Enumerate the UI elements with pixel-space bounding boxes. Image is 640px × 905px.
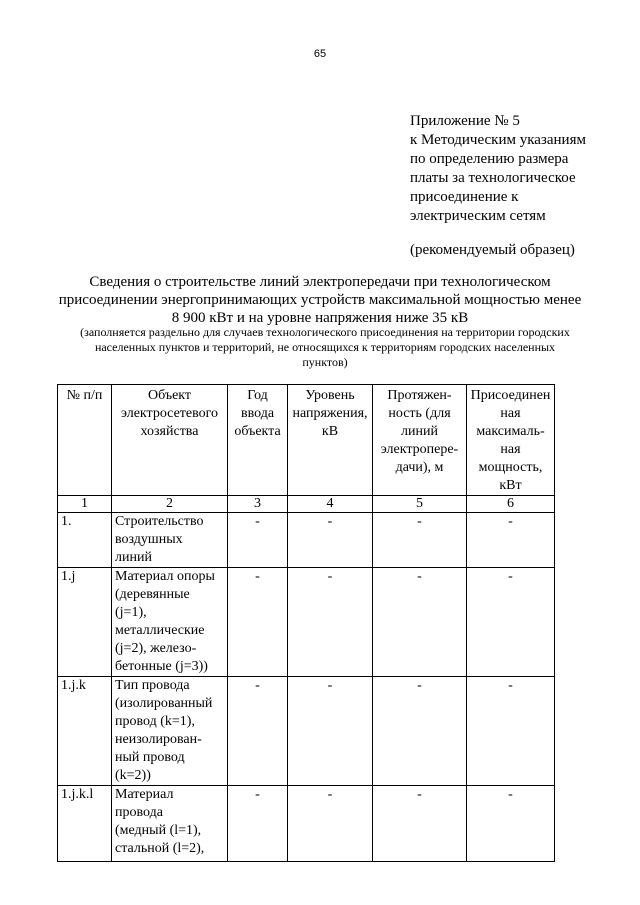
object-line: (медный (l=1),	[115, 823, 202, 838]
title-line: присоединении энергопринимающих устройств максимальной мощностью менее	[58, 292, 582, 308]
sample-label: (рекомендуемый образец)	[410, 242, 575, 258]
header-text: мощность,	[478, 460, 543, 475]
length-cell: -	[373, 677, 467, 786]
column-number: 6	[467, 496, 555, 513]
column-number: 2	[112, 496, 228, 513]
header-text: электросетевого	[120, 406, 219, 421]
header-text: ная	[500, 442, 521, 457]
header-text: Протяжен-	[387, 388, 452, 403]
year-cell: -	[228, 513, 288, 568]
header-text: электропере-	[380, 442, 459, 457]
voltage-cell: -	[288, 513, 373, 568]
header-text: максималь-	[476, 424, 545, 439]
header-text: № п/п	[66, 388, 103, 403]
object-line: бетонные (j=3))	[115, 659, 208, 674]
note-line: пунктов)	[302, 355, 348, 369]
object-line: (j=1),	[115, 605, 147, 620]
object-line: (j=2), железо-	[115, 641, 197, 656]
table-row	[58, 786, 555, 862]
header-text: Год	[247, 388, 268, 403]
header-text: линий	[401, 424, 438, 439]
row-number: 1.j	[58, 568, 112, 677]
row-object	[112, 513, 228, 568]
table-row	[58, 568, 555, 677]
object-line: провод (k=1),	[115, 714, 195, 729]
power-cell: -	[467, 568, 555, 677]
row-object	[112, 677, 228, 786]
column-number: 4	[288, 496, 373, 513]
title-line: Сведения о строительстве линий электропередачи при технологическом	[89, 274, 551, 290]
header-text: Присоединен	[470, 388, 551, 403]
header-text: Объект	[147, 388, 192, 403]
object-line: стальной (l=2),	[115, 841, 205, 856]
object-line: Строительство	[115, 514, 204, 529]
object-line: воздушных	[115, 532, 183, 547]
object-line: (k=2))	[115, 768, 151, 783]
object-text-clip	[115, 786, 224, 861]
appendix-line: Приложение № 5	[410, 113, 520, 129]
header-text: напряжения,	[292, 406, 368, 421]
column-number: 5	[373, 496, 467, 513]
object-line: Материал опоры	[115, 569, 215, 584]
appendix-line: электрическим сетям	[410, 208, 546, 224]
voltage-cell: -	[288, 677, 373, 786]
table-row	[58, 513, 555, 568]
header-text: кВт	[499, 478, 522, 493]
note-line: (заполняется раздельно для случаев технологического присоединения на территории городских	[80, 325, 570, 339]
power-cell: -	[467, 677, 555, 786]
length-cell: -	[373, 513, 467, 568]
row-object	[112, 786, 228, 862]
header-cell-number	[58, 385, 112, 496]
header-cell-voltage	[288, 385, 373, 496]
header-cell-year	[228, 385, 288, 496]
row-number: 1.	[58, 513, 112, 568]
column-number: 1	[58, 496, 112, 513]
header-text: ввода	[240, 406, 275, 421]
object-line: неизолирован-	[115, 732, 202, 747]
header-row	[58, 385, 555, 496]
header-cell-power	[467, 385, 555, 496]
header-text: ная	[500, 406, 521, 421]
voltage-cell: -	[288, 568, 373, 677]
header-cell-object	[112, 385, 228, 496]
voltage-cell: -	[288, 786, 373, 862]
column-number-row	[58, 496, 555, 513]
note-line: населенных пунктов и территорий, не относящихся к территориям городских населенных	[94, 340, 556, 354]
object-line: (деревянные	[115, 587, 190, 602]
object-line: Тип провода	[115, 678, 190, 693]
appendix-line: платы за технологическое	[410, 170, 576, 186]
appendix-line: к Методическим указаниям	[410, 132, 586, 148]
year-cell: -	[228, 568, 288, 677]
appendix-line: присоединение к	[410, 189, 519, 205]
object-line: металлические	[115, 623, 205, 638]
row-number: 1.j.k.l	[58, 786, 112, 862]
header-text: хозяйства	[140, 424, 199, 439]
header-text: дачи), м	[395, 460, 444, 475]
length-cell: -	[373, 568, 467, 677]
power-cell: -	[467, 786, 555, 862]
header-text: ность (для	[388, 406, 451, 421]
object-line: линий	[115, 550, 152, 565]
year-cell: -	[228, 786, 288, 862]
header-text: кВ	[321, 424, 339, 439]
document-title	[40, 273, 600, 327]
column-number: 3	[228, 496, 288, 513]
header-text: Уровень	[305, 388, 355, 403]
title-note	[55, 325, 595, 370]
length-cell: -	[373, 786, 467, 862]
year-cell: -	[228, 677, 288, 786]
appendix-line: по определению размера	[410, 151, 569, 167]
construction-table	[57, 384, 555, 862]
object-line: ный провод	[115, 750, 185, 765]
row-object	[112, 568, 228, 677]
title-line: 8 900 кВт и на уровне напряжения ниже 35 кВ	[171, 310, 469, 326]
object-line: (изолированный	[115, 696, 213, 711]
appendix-block	[410, 112, 586, 260]
power-cell: -	[467, 513, 555, 568]
table-row	[58, 677, 555, 786]
header-text: объекта	[234, 424, 281, 439]
object-line: Материал	[115, 787, 174, 802]
header-cell-length	[373, 385, 467, 496]
page-number: 65	[313, 48, 327, 60]
object-line: провода	[115, 805, 163, 820]
row-number: 1.j.k	[58, 677, 112, 786]
